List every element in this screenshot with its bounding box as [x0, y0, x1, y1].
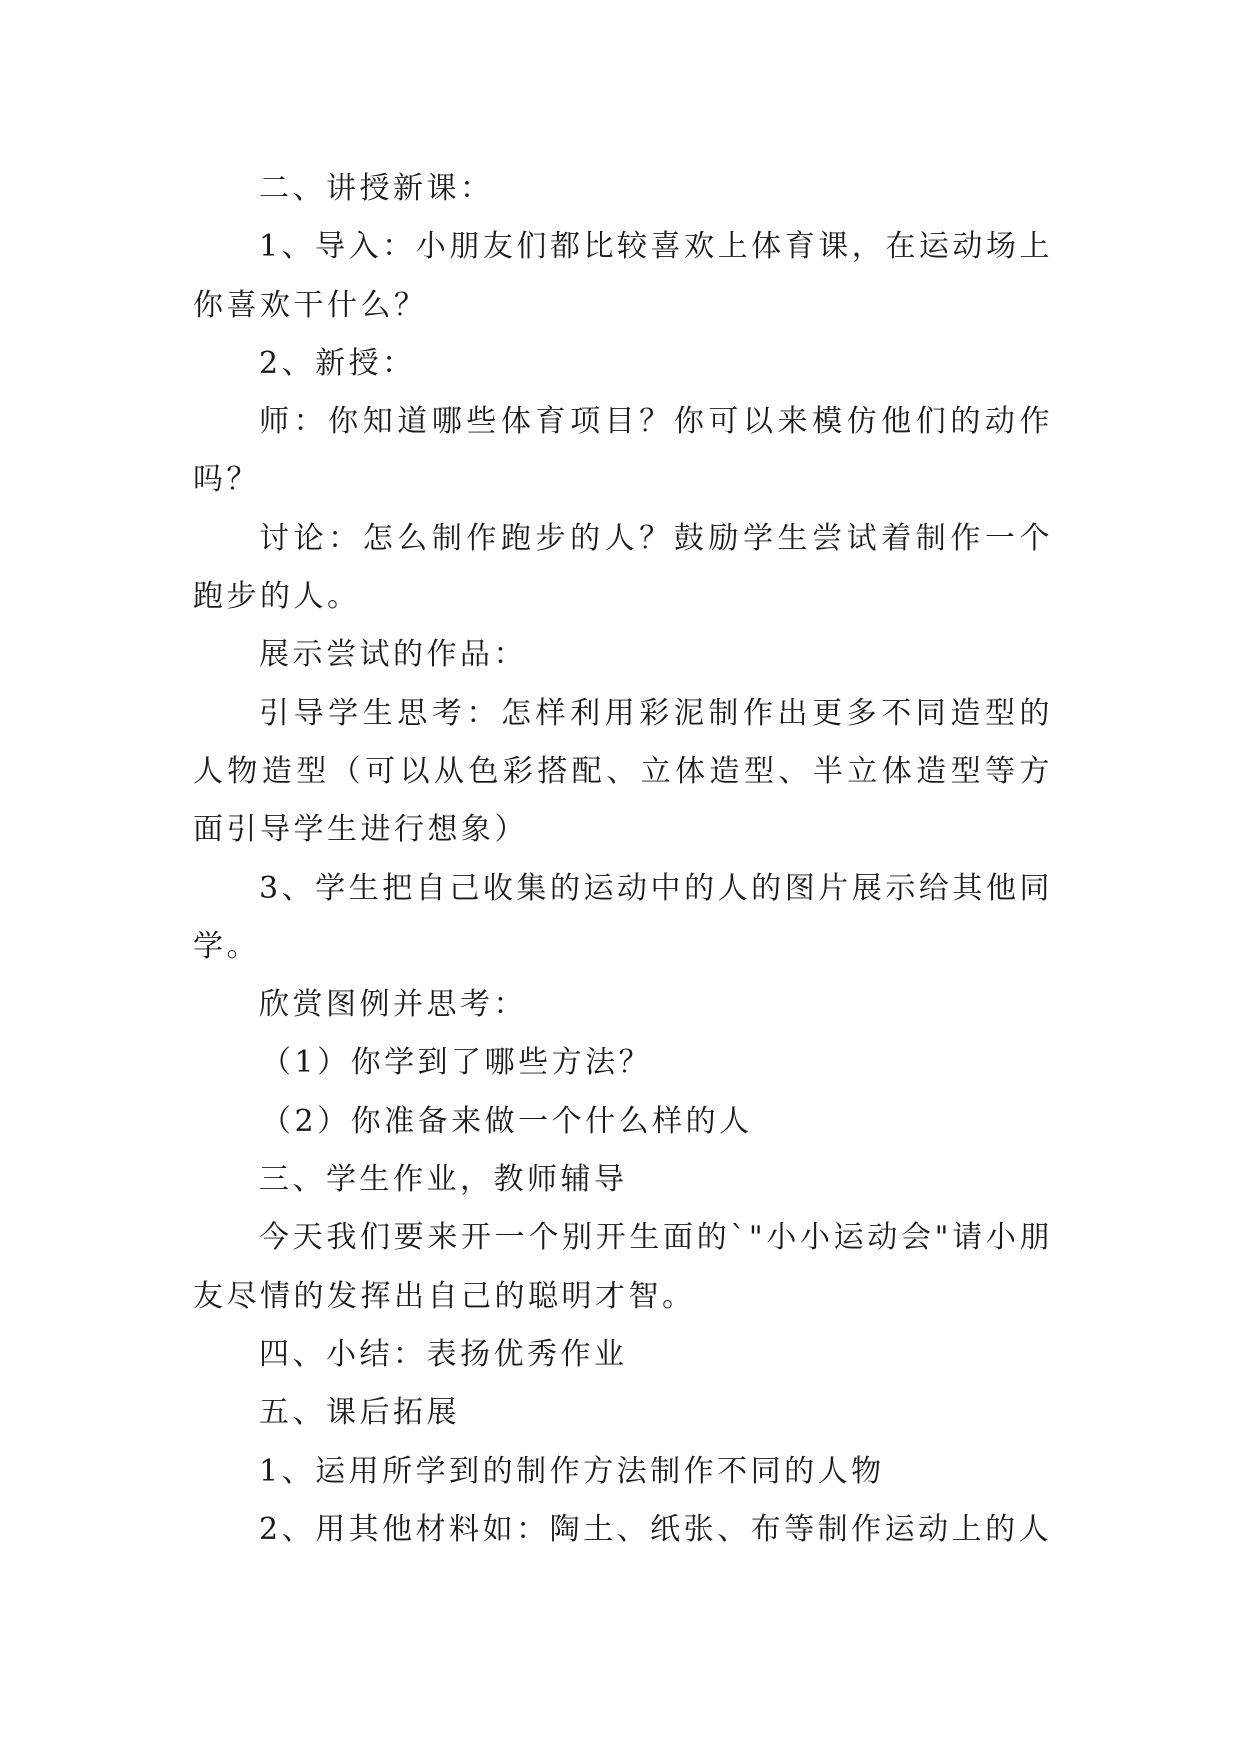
- paragraph-teacher-question: 师：你知道哪些体育项目？你可以来模仿他们的动作吗？: [193, 404, 1053, 498]
- section-heading-summary: 四、小结：表扬优秀作业: [259, 1336, 628, 1372]
- paragraph-extension-1: 1、运用所学到的制作方法制作不同的人物: [259, 1453, 885, 1489]
- paragraph-guide-thinking: 引导学生思考：怎样利用彩泥制作出更多不同造型的人物造型（可以从色彩搭配、立体造型、半立体造型等方面引导学生进行想象）: [193, 695, 1053, 848]
- paragraph-show-works: 展示尝试的作品：: [259, 637, 527, 673]
- paragraph-discussion: 讨论：怎么制作跑步的人？鼓励学生尝试着制作一个跑步的人。: [193, 520, 1053, 615]
- section-heading-new-lesson: 二、讲授新课：: [259, 171, 494, 206]
- paragraph-new-teaching: 2、新授：: [259, 345, 416, 381]
- paragraph-appreciate: 欣赏图例并思考：: [259, 987, 527, 1023]
- paragraph-student-pictures: 3、学生把自己收集的运动中的人的图片展示给其他同学。: [193, 870, 1053, 964]
- paragraph-sports-meeting: 今天我们要来开一个别开生面的`"小小运动会"请小朋友尽情的发挥出自己的聪明才智。: [193, 1220, 1053, 1314]
- paragraph-extension-2: 2、用其他材料如：陶土、纸张、布等制作运动上的人: [259, 1511, 1053, 1547]
- paragraph-introduction: 1、导入：小朋友们都比较喜欢上体育课，在运动场上你喜欢干什么？: [193, 229, 1053, 323]
- document-body: [193, 160, 1053, 1559]
- section-heading-homework: 三、学生作业，教师辅导: [259, 1162, 628, 1198]
- section-heading-extension: 五、课后拓展: [259, 1395, 460, 1431]
- list-item-question-1: （1）你学到了哪些方法？: [261, 1045, 653, 1081]
- list-item-question-2: （2）你准备来做一个什么样的人: [261, 1103, 753, 1139]
